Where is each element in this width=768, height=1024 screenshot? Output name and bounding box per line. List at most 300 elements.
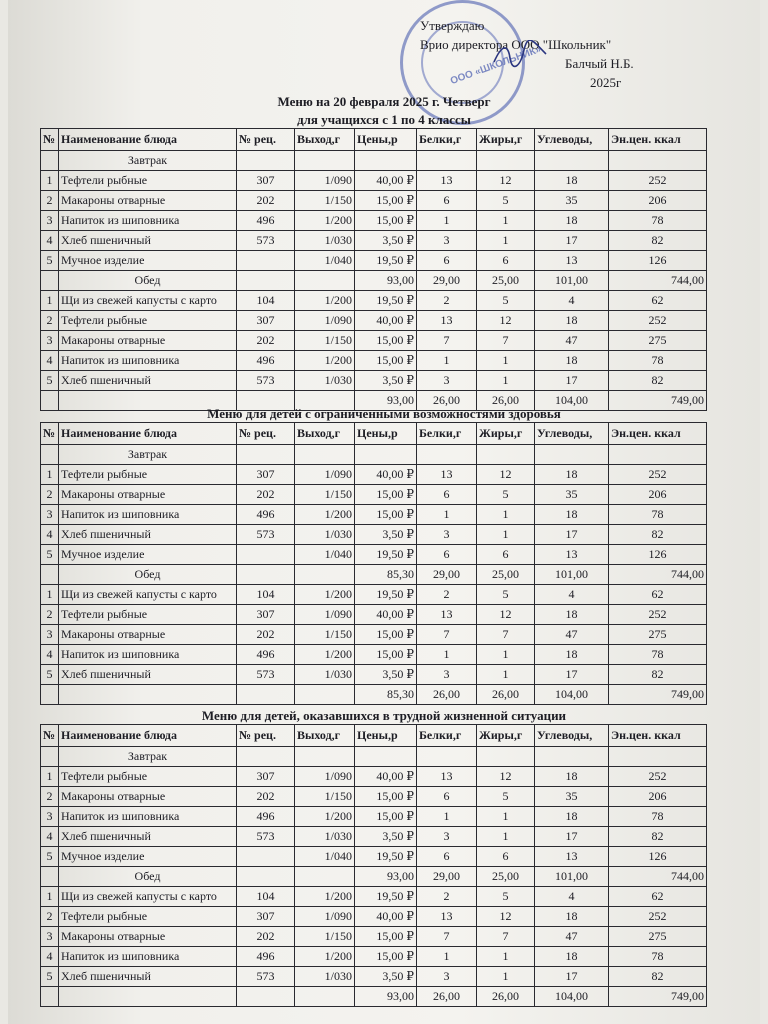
energy-value: 78	[609, 947, 707, 967]
column-header: Белки,г	[417, 725, 477, 747]
row-number: 2	[41, 191, 59, 211]
total-cell: 101,00	[535, 565, 609, 585]
recipe-number: 496	[237, 211, 295, 231]
price: 19,50 ₽	[355, 545, 417, 565]
section-title-2: Меню для детей с ограниченными возможностями здоровья	[207, 406, 561, 421]
proteins: 3	[417, 967, 477, 987]
row-number: 1	[41, 465, 59, 485]
energy-value: 62	[609, 291, 707, 311]
total-cell: 29,00	[417, 867, 477, 887]
meal-total-row	[41, 565, 707, 585]
table-row	[41, 171, 707, 191]
fats: 1	[477, 827, 535, 847]
dish-name: Макароны отварные	[59, 485, 237, 505]
total-cell: 85,30	[355, 685, 417, 705]
empty-cell	[237, 271, 295, 291]
total-cell: 26,00	[417, 987, 477, 1007]
recipe-number: 104	[237, 291, 295, 311]
approval-line-4: 2025г	[590, 75, 622, 90]
price: 15,00 ₽	[355, 645, 417, 665]
recipe-number	[237, 847, 295, 867]
empty-cell	[237, 445, 295, 465]
total-cell: 749,00	[609, 391, 707, 411]
recipe-number: 104	[237, 585, 295, 605]
row-number: 1	[41, 291, 59, 311]
price: 15,00 ₽	[355, 485, 417, 505]
price: 3,50 ₽	[355, 231, 417, 251]
proteins: 1	[417, 645, 477, 665]
carbohydrates: 47	[535, 331, 609, 351]
energy-value: 62	[609, 887, 707, 907]
proteins: 6	[417, 251, 477, 271]
row-number: 5	[41, 371, 59, 391]
portion-weight: 1/030	[295, 525, 355, 545]
proteins: 2	[417, 887, 477, 907]
carbohydrates: 18	[535, 947, 609, 967]
energy-value: 82	[609, 665, 707, 685]
dish-name: Макароны отварные	[59, 191, 237, 211]
proteins: 13	[417, 311, 477, 331]
carbohydrates: 17	[535, 525, 609, 545]
row-number: 1	[41, 585, 59, 605]
approval-line-1: Утверждаю	[420, 18, 485, 33]
fats: 12	[477, 767, 535, 787]
portion-weight: 1/090	[295, 465, 355, 485]
recipe-number: 307	[237, 465, 295, 485]
table-row	[41, 807, 707, 827]
total-cell: 26,00	[417, 685, 477, 705]
column-header: Углеводы,	[535, 423, 609, 445]
recipe-number	[237, 545, 295, 565]
fats: 6	[477, 545, 535, 565]
approval-line-2: Врио директора ООО "Школьник"	[420, 37, 612, 52]
breakfast-label-row	[41, 747, 707, 767]
table-row	[41, 645, 707, 665]
proteins: 7	[417, 331, 477, 351]
dish-name: Щи из свежей капусты с карто	[59, 291, 237, 311]
carbohydrates: 35	[535, 191, 609, 211]
table-row	[41, 351, 707, 371]
recipe-number: 307	[237, 907, 295, 927]
energy-value: 252	[609, 311, 707, 331]
menu-table-3	[40, 724, 707, 1007]
row-number: 3	[41, 211, 59, 231]
row-number: 3	[41, 331, 59, 351]
portion-weight: 1/030	[295, 371, 355, 391]
table-row	[41, 371, 707, 391]
price: 19,50 ₽	[355, 887, 417, 907]
proteins: 3	[417, 231, 477, 251]
portion-weight: 1/200	[295, 211, 355, 231]
energy-value: 206	[609, 787, 707, 807]
table-row	[41, 191, 707, 211]
meal-label: Обед	[59, 271, 237, 291]
proteins: 6	[417, 847, 477, 867]
price: 40,00 ₽	[355, 465, 417, 485]
proteins: 7	[417, 927, 477, 947]
table-row	[41, 767, 707, 787]
price: 15,00 ₽	[355, 807, 417, 827]
price: 15,00 ₽	[355, 211, 417, 231]
column-header: Эн.цен. ккал	[609, 725, 707, 747]
dish-name: Напиток из шиповника	[59, 807, 237, 827]
dish-name: Тефтели рыбные	[59, 907, 237, 927]
portion-weight: 1/150	[295, 331, 355, 351]
table-row	[41, 665, 707, 685]
empty-cell	[477, 747, 535, 767]
recipe-number: 202	[237, 485, 295, 505]
energy-value: 126	[609, 847, 707, 867]
proteins: 6	[417, 545, 477, 565]
proteins: 6	[417, 485, 477, 505]
table-row	[41, 787, 707, 807]
recipe-number: 307	[237, 605, 295, 625]
energy-value: 252	[609, 605, 707, 625]
recipe-number: 573	[237, 967, 295, 987]
empty-cell	[237, 685, 295, 705]
dish-name: Щи из свежей капусты с карто	[59, 887, 237, 907]
fats: 5	[477, 191, 535, 211]
row-number: 2	[41, 787, 59, 807]
price: 40,00 ₽	[355, 767, 417, 787]
row-number: 2	[41, 311, 59, 331]
total-cell: 29,00	[417, 565, 477, 585]
dish-name: Макароны отварные	[59, 331, 237, 351]
portion-weight: 1/030	[295, 967, 355, 987]
empty-cell	[237, 747, 295, 767]
table-row	[41, 585, 707, 605]
column-header: Белки,г	[417, 423, 477, 445]
energy-value: 126	[609, 545, 707, 565]
proteins: 2	[417, 585, 477, 605]
energy-value: 206	[609, 191, 707, 211]
empty-cell	[295, 987, 355, 1007]
carbohydrates: 18	[535, 351, 609, 371]
empty-cell	[417, 151, 477, 171]
total-cell: 25,00	[477, 271, 535, 291]
signature-icon	[490, 40, 550, 70]
total-cell: 744,00	[609, 565, 707, 585]
empty-cell	[417, 747, 477, 767]
recipe-number: 573	[237, 371, 295, 391]
carbohydrates: 17	[535, 231, 609, 251]
energy-value: 82	[609, 967, 707, 987]
empty-cell	[237, 987, 295, 1007]
dish-name: Хлеб пшеничный	[59, 827, 237, 847]
row-number: 5	[41, 545, 59, 565]
empty-cell	[59, 987, 237, 1007]
price: 40,00 ₽	[355, 907, 417, 927]
meal-label: Завтрак	[59, 151, 237, 171]
recipe-number: 307	[237, 171, 295, 191]
proteins: 6	[417, 191, 477, 211]
recipe-number: 202	[237, 331, 295, 351]
price: 15,00 ₽	[355, 351, 417, 371]
portion-weight: 1/040	[295, 251, 355, 271]
price: 15,00 ₽	[355, 625, 417, 645]
row-number: 5	[41, 847, 59, 867]
energy-value: 275	[609, 625, 707, 645]
table-row	[41, 887, 707, 907]
portion-weight: 1/200	[295, 887, 355, 907]
approval-line-3: Балчый Н.Б.	[565, 56, 634, 71]
dish-name: Хлеб пшеничный	[59, 525, 237, 545]
row-number: 4	[41, 827, 59, 847]
portion-weight: 1/150	[295, 787, 355, 807]
table-row	[41, 211, 707, 231]
empty-cell	[295, 445, 355, 465]
table-row	[41, 947, 707, 967]
carbohydrates: 17	[535, 967, 609, 987]
column-header: Наименование блюда	[59, 725, 237, 747]
empty-cell	[295, 271, 355, 291]
carbohydrates: 13	[535, 847, 609, 867]
price: 3,50 ₽	[355, 525, 417, 545]
portion-weight: 1/150	[295, 927, 355, 947]
carbohydrates: 4	[535, 887, 609, 907]
empty-cell	[295, 151, 355, 171]
recipe-number: 573	[237, 231, 295, 251]
column-header: №	[41, 725, 59, 747]
column-header: Жиры,г	[477, 725, 535, 747]
carbohydrates: 35	[535, 485, 609, 505]
recipe-number: 496	[237, 351, 295, 371]
carbohydrates: 18	[535, 907, 609, 927]
empty-cell	[295, 867, 355, 887]
row-number: 3	[41, 625, 59, 645]
energy-value: 126	[609, 251, 707, 271]
row-number: 5	[41, 251, 59, 271]
proteins: 3	[417, 827, 477, 847]
empty-cell	[41, 867, 59, 887]
total-cell: 93,00	[355, 987, 417, 1007]
carbohydrates: 47	[535, 625, 609, 645]
carbohydrates: 18	[535, 605, 609, 625]
fats: 1	[477, 947, 535, 967]
recipe-number: 202	[237, 191, 295, 211]
energy-value: 62	[609, 585, 707, 605]
recipe-number: 202	[237, 927, 295, 947]
lunch-total-row	[41, 685, 707, 705]
fats: 12	[477, 605, 535, 625]
energy-value: 82	[609, 371, 707, 391]
portion-weight: 1/030	[295, 665, 355, 685]
row-number: 3	[41, 807, 59, 827]
empty-cell	[41, 987, 59, 1007]
proteins: 13	[417, 605, 477, 625]
column-header: Выход,г	[295, 423, 355, 445]
fats: 7	[477, 625, 535, 645]
fats: 1	[477, 371, 535, 391]
total-cell: 85,30	[355, 565, 417, 585]
meal-total-row	[41, 271, 707, 291]
price: 19,50 ₽	[355, 847, 417, 867]
header-row	[41, 129, 707, 151]
fats: 1	[477, 525, 535, 545]
empty-cell	[477, 445, 535, 465]
proteins: 7	[417, 625, 477, 645]
column-header: № рец.	[237, 725, 295, 747]
proteins: 3	[417, 665, 477, 685]
empty-cell	[41, 747, 59, 767]
portion-weight: 1/200	[295, 585, 355, 605]
lunch-total-row	[41, 987, 707, 1007]
price: 40,00 ₽	[355, 311, 417, 331]
proteins: 2	[417, 291, 477, 311]
fats: 1	[477, 231, 535, 251]
portion-weight: 1/200	[295, 807, 355, 827]
dish-name: Напиток из шиповника	[59, 947, 237, 967]
dish-name: Напиток из шиповника	[59, 211, 237, 231]
fats: 5	[477, 585, 535, 605]
dish-name: Напиток из шиповника	[59, 505, 237, 525]
row-number: 4	[41, 231, 59, 251]
column-header: Цены,р	[355, 423, 417, 445]
empty-cell	[41, 151, 59, 171]
menu-subtitle: для учащихся с 1 по 4 классы	[297, 112, 471, 127]
energy-value: 78	[609, 645, 707, 665]
proteins: 1	[417, 211, 477, 231]
column-header: Наименование блюда	[59, 423, 237, 445]
table-row	[41, 907, 707, 927]
recipe-number: 307	[237, 311, 295, 331]
recipe-number: 202	[237, 787, 295, 807]
empty-cell	[237, 565, 295, 585]
fats: 1	[477, 665, 535, 685]
portion-weight: 1/200	[295, 645, 355, 665]
header-row	[41, 423, 707, 445]
total-cell: 744,00	[609, 867, 707, 887]
column-header: Выход,г	[295, 725, 355, 747]
total-cell: 101,00	[535, 867, 609, 887]
dish-name: Щи из свежей капусты с карто	[59, 585, 237, 605]
dish-name: Хлеб пшеничный	[59, 665, 237, 685]
empty-cell	[355, 445, 417, 465]
row-number: 4	[41, 525, 59, 545]
empty-cell	[295, 747, 355, 767]
dish-name: Макароны отварные	[59, 927, 237, 947]
recipe-number: 496	[237, 505, 295, 525]
portion-weight: 1/150	[295, 485, 355, 505]
dish-name: Тефтели рыбные	[59, 171, 237, 191]
total-cell: 26,00	[477, 987, 535, 1007]
table-row	[41, 967, 707, 987]
proteins: 13	[417, 767, 477, 787]
row-number: 2	[41, 605, 59, 625]
price: 3,50 ₽	[355, 967, 417, 987]
recipe-number: 307	[237, 767, 295, 787]
carbohydrates: 18	[535, 645, 609, 665]
total-cell: 26,00	[477, 391, 535, 411]
row-number: 5	[41, 967, 59, 987]
column-header: Эн.цен. ккал	[609, 423, 707, 445]
price: 40,00 ₽	[355, 171, 417, 191]
fats: 7	[477, 927, 535, 947]
carbohydrates: 4	[535, 291, 609, 311]
fats: 1	[477, 807, 535, 827]
energy-value: 252	[609, 907, 707, 927]
energy-value: 252	[609, 171, 707, 191]
price: 19,50 ₽	[355, 291, 417, 311]
menu-table-2	[40, 422, 707, 705]
carbohydrates: 17	[535, 665, 609, 685]
fats: 1	[477, 967, 535, 987]
empty-cell	[535, 747, 609, 767]
price: 3,50 ₽	[355, 665, 417, 685]
row-number: 4	[41, 645, 59, 665]
total-cell: 25,00	[477, 565, 535, 585]
carbohydrates: 4	[535, 585, 609, 605]
row-number: 3	[41, 505, 59, 525]
fats: 5	[477, 291, 535, 311]
total-cell: 104,00	[535, 987, 609, 1007]
column-header: Цены,р	[355, 129, 417, 151]
fats: 1	[477, 351, 535, 371]
proteins: 6	[417, 787, 477, 807]
empty-cell	[609, 747, 707, 767]
empty-cell	[41, 445, 59, 465]
column-header: №	[41, 129, 59, 151]
total-cell: 26,00	[417, 391, 477, 411]
dish-name: Мучное изделие	[59, 251, 237, 271]
table-row	[41, 331, 707, 351]
recipe-number: 496	[237, 807, 295, 827]
row-number: 4	[41, 351, 59, 371]
portion-weight: 1/030	[295, 231, 355, 251]
energy-value: 206	[609, 485, 707, 505]
row-number: 3	[41, 927, 59, 947]
table-row	[41, 525, 707, 545]
energy-value: 82	[609, 827, 707, 847]
proteins: 1	[417, 947, 477, 967]
energy-value: 82	[609, 231, 707, 251]
energy-value: 252	[609, 767, 707, 787]
carbohydrates: 18	[535, 211, 609, 231]
meal-label: Завтрак	[59, 445, 237, 465]
menu-table-1	[40, 128, 707, 411]
empty-cell	[237, 867, 295, 887]
total-cell: 104,00	[535, 685, 609, 705]
dish-name: Мучное изделие	[59, 545, 237, 565]
portion-weight: 1/090	[295, 605, 355, 625]
proteins: 1	[417, 505, 477, 525]
proteins: 3	[417, 525, 477, 545]
carbohydrates: 17	[535, 371, 609, 391]
column-header: Цены,р	[355, 725, 417, 747]
total-cell: 749,00	[609, 685, 707, 705]
row-number: 4	[41, 947, 59, 967]
fats: 6	[477, 847, 535, 867]
column-header: № рец.	[237, 423, 295, 445]
total-cell: 29,00	[417, 271, 477, 291]
energy-value: 275	[609, 927, 707, 947]
total-cell: 93,00	[355, 867, 417, 887]
total-cell: 93,00	[355, 271, 417, 291]
fats: 12	[477, 171, 535, 191]
table-row	[41, 625, 707, 645]
portion-weight: 1/090	[295, 171, 355, 191]
table-row	[41, 251, 707, 271]
empty-cell	[535, 445, 609, 465]
price: 19,50 ₽	[355, 251, 417, 271]
proteins: 13	[417, 171, 477, 191]
recipe-number: 202	[237, 625, 295, 645]
dish-name: Макароны отварные	[59, 787, 237, 807]
price: 3,50 ₽	[355, 827, 417, 847]
empty-cell	[477, 151, 535, 171]
column-header: Белки,г	[417, 129, 477, 151]
breakfast-label-row	[41, 445, 707, 465]
